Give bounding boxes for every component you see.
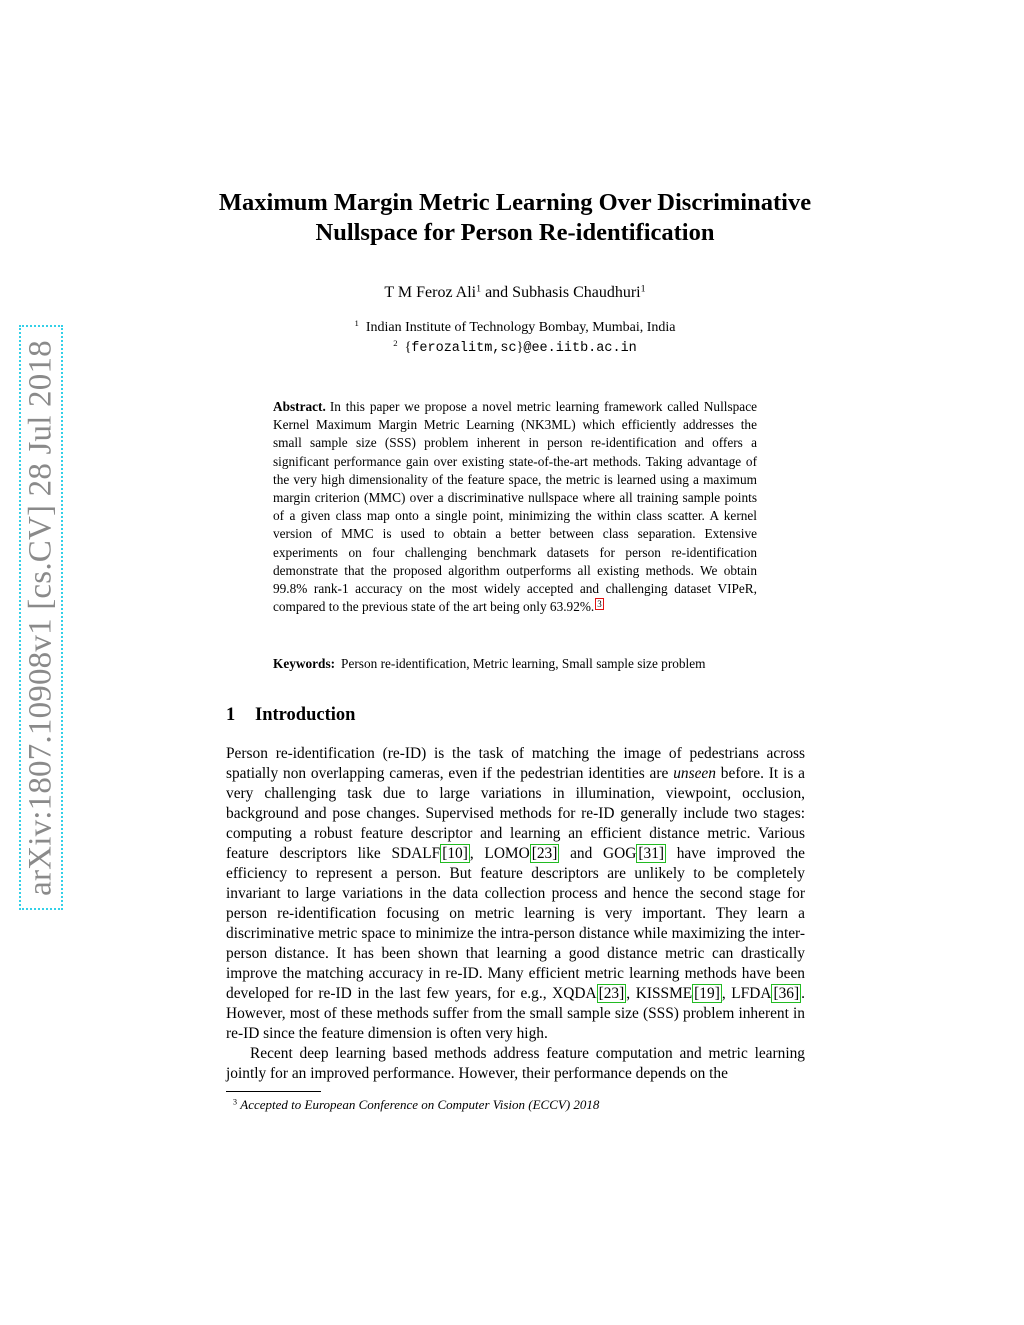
affiliation-1-text: Indian Institute of Technology Bombay, Mumbai, India [365, 320, 676, 335]
p1-text-e: have improved the efficiency to represent a person. But feature descriptors are unlikely to be completely invariant to large variations in the data collection process and hence the second stage for person re-identification focusing on metric learning is very important. They learn a discriminative metric space to minimize the intra-person distance while maximizing the inter-person distance. It has been shown that learning a good distance metric can drastically improve the matching accuracy in re-ID. Many efficient metric learning methods have been developed for re-ID in the last few years, for e.g., XQDA [226, 845, 805, 1002]
p1-text-b: before. It is a very challenging task due to large variations in illumination, viewpoint, occlusion, background and pose changes. Supervised methods for re-ID generally include two stages: computing a robust feature descriptor and learning an efficient distance metric. Various feature descriptors like SDALF [226, 765, 805, 862]
author-1: T M Feroz Ali [384, 284, 477, 301]
author-connector: and [481, 284, 513, 301]
citation-link[interactable]: [10] [442, 845, 468, 862]
citation-link[interactable]: [36] [773, 985, 800, 1002]
author-2-affiliation-mark: 1 [640, 283, 646, 295]
affiliation-2-mark: 2 [393, 338, 398, 349]
p1-text-g: , LFDA [721, 985, 772, 1002]
email-users: ferozalitm,sc [411, 341, 517, 356]
email-close-brace: } [516, 340, 524, 355]
affiliation-2 [200, 338, 830, 359]
p1-text-f: , KISSME [626, 985, 693, 1002]
author-2: Subhasis Chaudhuri [512, 284, 641, 301]
introduction-paragraph-1 [226, 744, 805, 1044]
author-list [200, 283, 830, 303]
arxiv-side-stamp [19, 325, 63, 910]
keywords-label: Keywords: [273, 656, 336, 671]
email-open-brace: { [404, 340, 412, 355]
p1-text-h: . However, most of these methods suffer from the small sample size (SSS) problem inherent in re-ID since the feature dimension is often very high. [226, 985, 805, 1042]
affiliation-1-mark: 1 [354, 318, 359, 329]
citation-link[interactable]: [23] [598, 985, 625, 1002]
affiliation-1 [200, 318, 830, 338]
title-line-2: Nullspace for Person Re-identification [315, 219, 715, 246]
abstract [273, 398, 757, 616]
arxiv-identifier[interactable]: arXiv:1807.10908v1 [cs.CV] 28 Jul 2018 [22, 339, 59, 896]
p1-text-c: , LOMO [469, 845, 530, 862]
footnote-mark: 3 [233, 1097, 238, 1107]
section-heading-introduction [226, 703, 355, 727]
abstract-label: Abstract. [273, 399, 326, 414]
section-number: 1 [226, 705, 236, 725]
citation-link[interactable]: [19] [694, 985, 720, 1002]
p1-text-d: and GOG [559, 845, 637, 862]
abstract-text: In this paper we propose a novel metric learning framework called Nullspace Kernel Maximum Margin Metric Learning (NK3ML) which efficiently addresses the small sample size (SSS) problem inherent in person re-identification and offers a significant performance gain over existing state-of-the-art methods. Taking advantage of the very high dimensionality of the feature space, the metric is learned using a maximum margin criterion (MMC) over a discriminative nullspace where all training sample points of a given class map onto a single point, minimizing the within class scatter. A kernel version of MMC is used to obtain a better between class separation. Extensive experiments on four challenging benchmark datasets for person re-identification demonstrate that the proposed algorithm outperforms all existing methods. We obtain 99.8% rank-1 accuracy on the most widely accepted and challenging dataset VIPeR, compared to the previous state of the art being only 63.92%. [273, 399, 757, 615]
introduction-body [226, 744, 805, 1084]
introduction-paragraph-2: Recent deep learning based methods address feature computation and metric learning jointly for an improved performance. However, their performance depends on the [226, 1045, 805, 1082]
email-domain: @ee.iitb.ac.in [523, 341, 637, 356]
author-1-affiliation-mark: 1 [476, 283, 482, 295]
footnote [233, 1096, 599, 1114]
keywords [273, 655, 773, 673]
paper-title [200, 188, 830, 248]
keywords-text: Person re-identification, Metric learning, Small sample size problem [341, 656, 706, 671]
citation-link[interactable]: [31] [638, 845, 665, 862]
citation-link[interactable]: [23] [531, 845, 558, 862]
p1-text-a: Person re-identification (re-ID) is the task of matching the image of pedestrians across spatially non overlapping cameras, even if the pedestrian identities are [226, 745, 805, 782]
footnote-text: Accepted to European Conference on Computer Vision (ECCV) 2018 [240, 1097, 600, 1112]
title-line-1: Maximum Margin Metric Learning Over Discriminative [218, 189, 812, 216]
affiliations [200, 318, 830, 359]
p1-emphasis: unseen [673, 765, 716, 782]
footnote-reference-link[interactable]: 3 [597, 599, 602, 610]
section-title: Introduction [255, 705, 356, 725]
footnote-rule [226, 1091, 321, 1092]
